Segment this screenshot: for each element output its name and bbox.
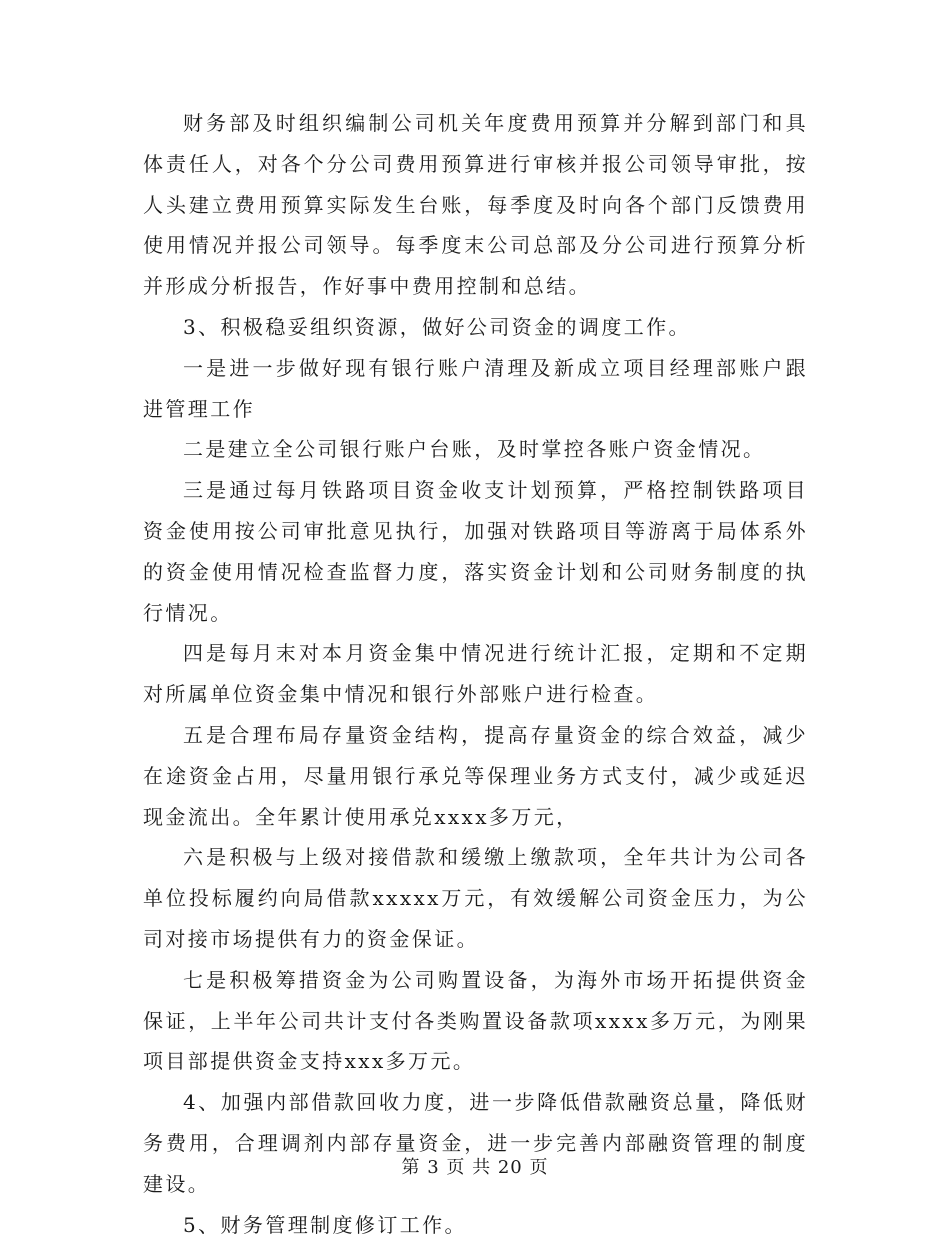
- paragraph-budget: 财务部及时组织编制公司机关年度费用预算并分解到部门和具体责任人，对各个分公司费用预算进行审核并报公司领导审批，按人头建立费用预算实际发生台账，每季度及时向各个部门反馈费用使用情况并报公司领导。每季度末公司总部及分公司进行预算分析并形成分析报告，作好事中费用控制和总结。: [143, 111, 808, 299]
- document-body: [143, 103, 808, 1245]
- paragraph-item-1: 一是进一步做好现有银行账户清理及新成立项目经理部账户跟进管理工作: [143, 355, 808, 421]
- paragraph-item-7: 七是积极筹措资金为公司购置设备，为海外市场开拓提供资金保证，上半年公司共计支付各类购置设备款项xxxx多万元，为刚果项目部提供资金支持xxx多万元。: [143, 967, 808, 1074]
- paragraph-section-3: 3、积极稳妥组织资源，做好公司资金的调度工作。: [183, 314, 691, 339]
- paragraph-item-2: 二是建立全公司银行账户台账，及时掌控各账户资金情况。: [183, 437, 766, 462]
- paragraph-item-3: 三是通过每月铁路项目资金收支计划预算，严格控制铁路项目资金使用按公司审批意见执行，加强对铁路项目等游离于局体系外的资金使用情况检查监督力度，落实资金计划和公司财务制度的执行情况。: [143, 478, 808, 625]
- paragraph-item-5: 五是合理布局存量资金结构，提高存量资金的综合效益，减少在途资金占用，尽量用银行承兑等保理业务方式支付，减少或延迟现金流出。全年累计使用承兑xxxx多万元，: [143, 722, 808, 829]
- paragraph-item-4: 四是每月末对本月资金集中情况进行统计汇报，定期和不定期对所属单位资金集中情况和银行外部账户进行检查。: [143, 641, 808, 707]
- paragraph-section-4: 4、加强内部借款回收力度，进一步降低借款融资总量，降低财务费用，合理调剂内部存量资金，进一步完善内部融资管理的制度建设。: [143, 1090, 808, 1196]
- paragraph-section-5: 5、财务管理制度修订工作。: [183, 1212, 467, 1237]
- paragraph-item-6: 六是积极与上级对接借款和缓缴上缴款项，全年共计为公司各单位投标履约向局借款xxxxx万元，有效缓解公司资金压力，为公司对接市场提供有力的资金保证。: [143, 845, 808, 951]
- page-number-footer: 第 3 页 共 20 页: [401, 1157, 549, 1178]
